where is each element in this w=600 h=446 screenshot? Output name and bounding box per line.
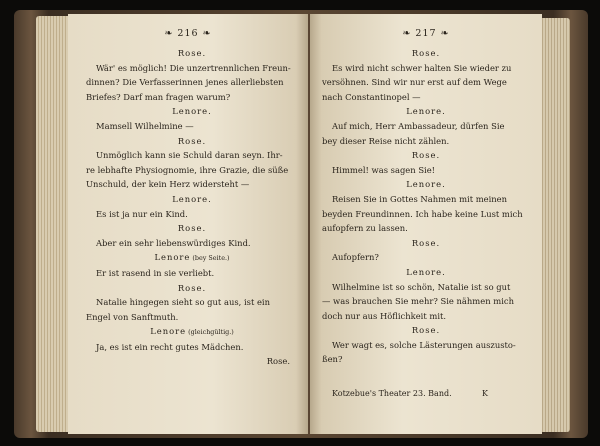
right-page bbox=[310, 14, 542, 434]
text-line: Briefes? Darf man fragen warum? bbox=[86, 91, 231, 102]
text-line: Er ist rasend in sie verliebt. bbox=[96, 267, 215, 278]
page-footer bbox=[332, 389, 528, 398]
speaker-name bbox=[86, 104, 298, 119]
text-line: aufopfern zu lassen. bbox=[322, 223, 408, 234]
text-line: re lebhafte Physiognomie, ihre Grazie, die süße bbox=[86, 164, 289, 175]
speaker-label: Rose. bbox=[177, 48, 207, 58]
text-line: nach Constantinopel — bbox=[322, 91, 421, 102]
text-line: Himmel! was sagen Sie! bbox=[332, 164, 436, 175]
text-line: Unschuld, der kein Herz widersteht — bbox=[86, 179, 250, 190]
text-line: Aufopfern? bbox=[332, 252, 379, 263]
stage-direction: (bey Seite.) bbox=[190, 254, 230, 263]
speaker-label: Rose. bbox=[411, 150, 441, 161]
folio-dash: ❧ bbox=[402, 28, 416, 39]
speaker-label: Rose. bbox=[177, 223, 207, 234]
text-line: Reisen Sie in Gottes Nahmen mit meinen bbox=[332, 193, 508, 204]
speaker-label: Rose. bbox=[411, 237, 441, 248]
text-line: Mamsell Wilhelmine — bbox=[96, 120, 194, 131]
speaker-name bbox=[86, 250, 298, 266]
speaker-name bbox=[322, 236, 530, 251]
signature-mark: K bbox=[482, 389, 488, 398]
speaker-label: Lenore. bbox=[406, 106, 446, 117]
text-line: Wer wagt es, solche Lästerungen auszusto- bbox=[332, 339, 516, 350]
page-number-right: ❧ 217 ❧ bbox=[402, 28, 450, 39]
speaker-label: Rose. bbox=[177, 135, 207, 146]
speaker-label: Rose. bbox=[411, 325, 441, 336]
speaker-label: Rose. bbox=[177, 282, 207, 293]
text-line: Ja, es ist ein recht gutes Mädchen. bbox=[96, 341, 244, 352]
text-line: beyden Freundinnen. Ich habe keine Lust mich bbox=[322, 208, 523, 219]
text-line: Wilhelmine ist so schön, Natalie ist so gut bbox=[332, 281, 511, 292]
right-page-text bbox=[322, 46, 530, 367]
left-page-text bbox=[86, 46, 298, 369]
text-line: ßen? bbox=[322, 354, 343, 365]
text-line: doch nur aus Höflichkeit mit. bbox=[322, 310, 447, 321]
speaker-name bbox=[86, 324, 298, 340]
speaker-name bbox=[322, 323, 530, 338]
text-line: bey dieser Reise nicht zählen. bbox=[322, 135, 450, 146]
stage-direction: (gleichgültig.) bbox=[186, 328, 234, 337]
text-line: Es wird nicht schwer halten Sie wieder zu bbox=[332, 62, 512, 73]
folio-dash: ❧ bbox=[436, 28, 450, 39]
text-line: Wär' es möglich! Die unzertrennlichen Freun- bbox=[96, 62, 291, 73]
text-line: Engel von Sanftmuth. bbox=[86, 311, 179, 322]
text-line: Aber ein sehr liebenswürdiges Kind. bbox=[96, 237, 251, 248]
speaker-name bbox=[322, 265, 530, 280]
speaker-name bbox=[322, 148, 530, 163]
speaker-name bbox=[86, 221, 298, 236]
speaker-label: Lenore. bbox=[172, 193, 212, 204]
speaker-name bbox=[86, 281, 298, 296]
text-line: Auf mich, Herr Ambassadeur, dürfen Sie bbox=[332, 120, 505, 131]
text-line: Es ist ja nur ein Kind. bbox=[96, 208, 188, 219]
speaker-label: Lenore bbox=[150, 326, 187, 337]
footer-title: Kotzebue's Theater 23. Band. bbox=[332, 389, 452, 398]
speaker-name bbox=[86, 46, 298, 61]
text-line: dinnen? Die Verfasserinnen jenes allerliebsten bbox=[86, 77, 284, 88]
speaker-label: Lenore. bbox=[406, 179, 446, 190]
left-page bbox=[68, 14, 308, 434]
folio-dash: ❧ bbox=[164, 28, 178, 39]
speaker-name bbox=[86, 192, 298, 207]
speaker-name bbox=[322, 104, 530, 119]
speaker-label: Lenore bbox=[154, 252, 191, 263]
page-edges-right bbox=[540, 18, 570, 432]
text-line: Natalie hingegen sieht so gut aus, ist ein bbox=[96, 297, 270, 308]
speaker-label: Lenore. bbox=[406, 266, 446, 277]
page-number-left: ❧ 216 ❧ bbox=[164, 28, 212, 39]
catchword: Rose. bbox=[266, 356, 290, 367]
text-line: — was brauchen Sie mehr? Sie nähmen mich bbox=[322, 296, 514, 307]
text-line: Unmöglich kann sie Schuld daran seyn. Ihr- bbox=[96, 150, 283, 161]
folio-dash: ❧ bbox=[198, 28, 212, 39]
speaker-name bbox=[322, 177, 530, 192]
speaker-name bbox=[322, 46, 530, 61]
speaker-label: Rose. bbox=[411, 48, 441, 58]
page-edges-left bbox=[36, 16, 70, 432]
text-line: versöhnen. Sind wir nur erst auf dem Wege bbox=[322, 77, 507, 88]
speaker-label: Lenore. bbox=[172, 106, 212, 117]
speaker-name bbox=[86, 134, 298, 149]
